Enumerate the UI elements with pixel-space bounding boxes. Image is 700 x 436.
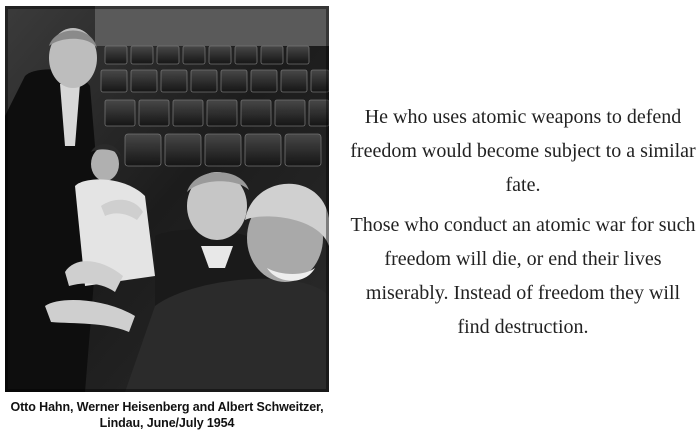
- quote-paragraph-2: Those who conduct an atomic war for such freedom will die, or end their lives miserably. Instead of freedom they will find destruction.: [350, 214, 696, 338]
- caption-line-2: Lindau, June/July 1954: [99, 416, 235, 430]
- caption-line-1: Otto Hahn, Werner Heisenberg and Albert Schweitzer,: [10, 400, 324, 414]
- photograph-illustration: [5, 6, 329, 392]
- photo-caption: [5, 399, 329, 431]
- historical-photograph: [5, 6, 329, 392]
- quote-paragraph-1: He who uses atomic weapons to defend freedom would become subject to a similar fate.: [350, 106, 696, 196]
- quote-block: [350, 100, 696, 344]
- auditorium-seats: [101, 46, 329, 166]
